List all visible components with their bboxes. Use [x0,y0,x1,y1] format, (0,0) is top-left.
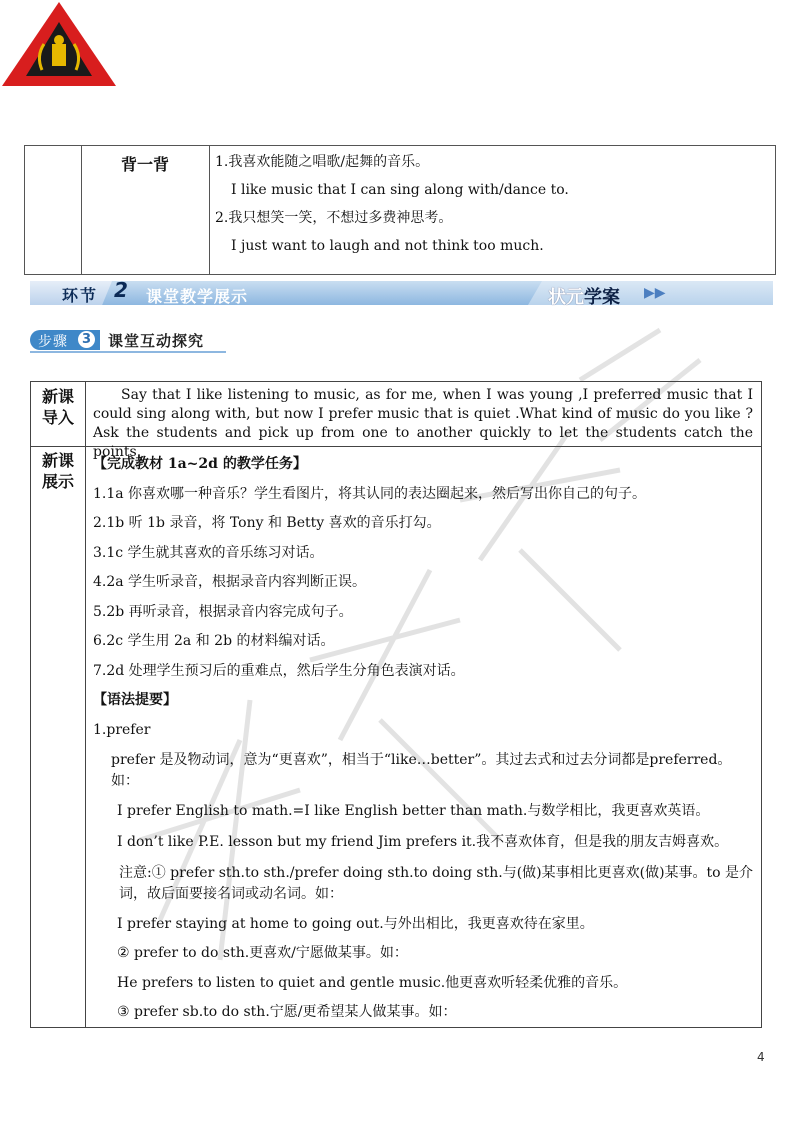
memorize-lines [215,148,569,260]
example-1: I prefer English to math.=I like English better than math.与数学相比，我更喜欢英语。 [117,803,710,819]
step-title: 课堂互动探究 [108,332,205,350]
example-3: I prefer staying at home to going out.与外出相比，我更喜欢待在家里。 [117,915,594,932]
example-4: He prefers to listen to quiet and gentle music.他更喜欢听轻柔优雅的音乐。 [117,974,628,991]
memorize-label: 背一背 [120,155,169,174]
brand-name [548,283,620,309]
show-heading [31,450,85,492]
note-3: ③ prefer sb.to do sth.宁愿/更希望某人做某事。如： [117,1004,457,1020]
task-line-1: 1.1a 你喜欢哪一种音乐？学生看图片，将其认同的表达圈起来，然后写出你自己的句子。 [93,485,647,502]
intro-heading-text: 新课导入 [41,387,74,427]
step-label: 步骤 [38,334,68,350]
intro-text: Say that I like listening to music, as for me, when I was young ,I preferred music that I could sing along with, but now I prefer music that is quiet .What kind of music do you like ?Ask the students and pick up from one to another quickly to let the students catch the points. [93,387,753,460]
step-number: 3 [78,331,95,348]
task-line-5: 5.2b 再听录音，根据录音内容完成句子。 [93,603,353,620]
memorize-line-4: I just want to laugh and not think too much. [231,238,544,254]
section-word: 环节 [62,286,99,305]
task-line-2: 2.1b 听 1b 录音，将 Tony 和 Betty 喜欢的音乐打勾。 [93,515,441,531]
task-line-6: 6.2c 学生用 2a 和 2b 的材料编对话。 [93,633,335,649]
table-divider-vertical [85,382,86,1027]
logo-icon [0,0,118,88]
grammar-point: 1.prefer [93,721,151,738]
memorize-label-cell [81,146,210,274]
grammar-explanation: prefer 是及物动词，意为“更喜欢”，相当于“like…better”。其过去式和过去分词都是preferred。如： [111,752,732,789]
grammar-heading: 【语法提要】 [93,692,177,708]
brand-bold: 学案 [584,287,620,308]
memorize-line-2: I like music that I can sing along with/dance to. [231,182,569,198]
memorize-line-3: 2.我只想笑一笑，不想过多费神思考。 [215,210,453,226]
note-2: ② prefer to do sth.更喜欢/宁愿做某事。如： [117,945,408,961]
task-line-3: 3.1c 学生就其喜欢的音乐练习对话。 [93,544,324,561]
section-title: 课堂教学展示 [146,287,249,306]
task-line-4: 4.2a 学生听录音，根据录音内容判断正误。 [93,574,367,590]
memorize-blank-cell [25,146,82,274]
page-number: 4 [757,1050,765,1064]
brand-light: 状元 [548,287,584,308]
intro-heading [31,386,85,428]
memorize-line-1: 1.我喜欢能随之唱歌/起舞的音乐。 [215,154,430,170]
example-2: I don’t like P.E. lesson but my friend Jim prefers it.我不喜欢体育，但是我的朋友吉姆喜欢。 [117,833,729,850]
memorize-table [24,145,776,275]
task-line-7: 7.2d 处理学生预习后的重难点，然后学生分角色表演对话。 [93,662,465,679]
double-arrow-icon: ▶▶ [644,285,666,301]
section-number: 2 [114,278,128,302]
lesson-body [93,450,757,1028]
task-heading: 【完成教材 1a~2d 的教学任务】 [93,456,307,472]
note-1: 注意:① prefer sth.to sth./prefer doing sth.to doing sth.与(做)某事相比更喜欢(做)某事。to 是介词，故后面要接名词或动名词。如： [119,864,754,902]
show-heading-text: 新课展示 [41,451,74,491]
